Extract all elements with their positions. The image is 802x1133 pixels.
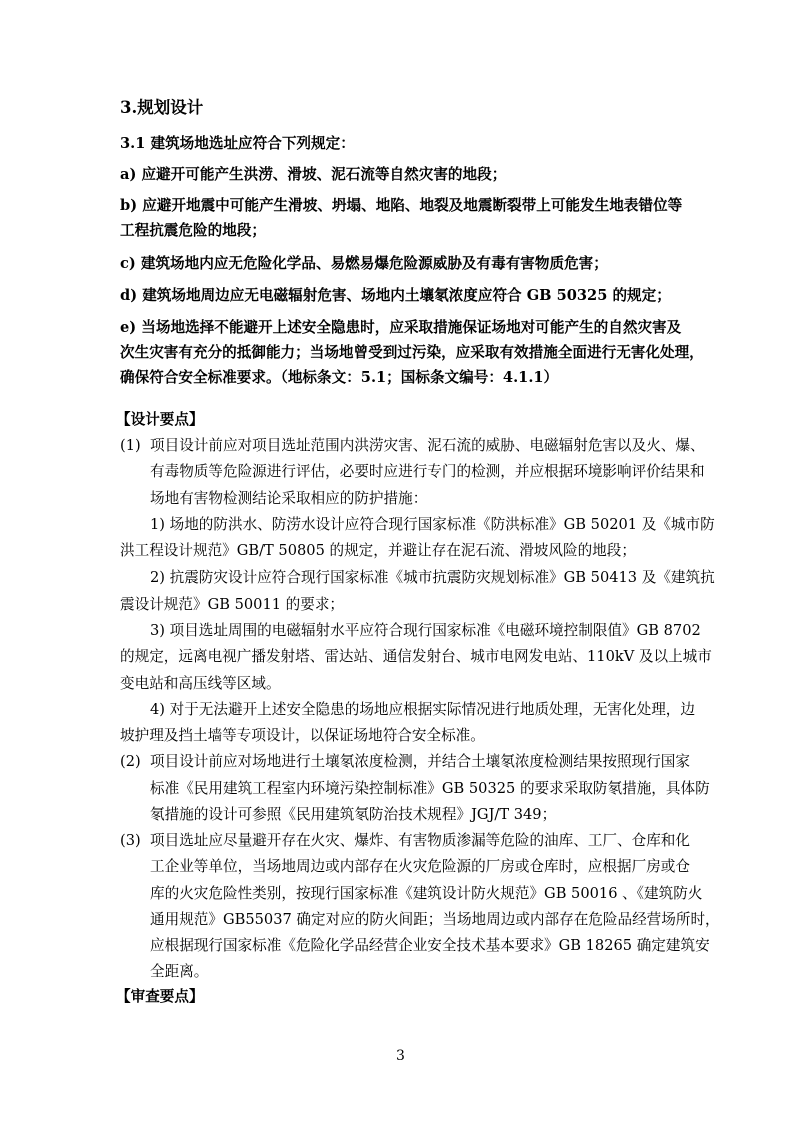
section-heading: 3.规划设计: [120, 98, 204, 117]
design-paragraph-3-cont: 工企业等单位，当场地周边或内部存在火灾危险源的厂房或仓库时，应根据厂房或仓: [150, 858, 690, 875]
paragraph-number: (3): [120, 832, 141, 849]
design-paragraph-3-cont: 全距离。: [150, 963, 209, 980]
design-paragraph-1-cont: 有毒物质等危险源进行评估，必要时应进行专门的检测，并应根据环境影响评价结果和: [150, 463, 705, 480]
design-paragraph-1: 项目设计前应对项目选址范围内洪涝灾害、泥石流的威胁、电磁辐射危害以及火、爆、: [150, 437, 705, 454]
clause-title: 3.1 建筑场地选址应符合下列规定：: [120, 135, 355, 152]
design-paragraph-2: 项目设计前应对场地进行土壤氡浓度检测，并结合土壤氡浓度检测结果按照现行国家: [150, 753, 690, 770]
review-points-heading: 【审查要点】: [116, 988, 204, 1005]
clause-item-e-cont: 次生灾害有充分的抵御能力；当场地曾受到过污染，应采取有效措施全面进行无害化处理，: [120, 344, 704, 361]
paragraph-number: (2): [120, 753, 141, 770]
clause-item-e-cont: 确保符合安全标准要求。（地标条文：5.1；国标条文编号：4.1.1）: [120, 369, 559, 386]
sub-item-3-cont: 的规定，远离电视广播发射塔、雷达站、通信发射台、城市电网发电站、110kV 及以上城市: [120, 648, 712, 665]
page-number: 3: [396, 1048, 405, 1064]
design-paragraph-3-cont: 应根据现行国家标准《危险化学品经营企业安全技术基本要求》GB 18265 确定建筑安: [150, 937, 710, 954]
design-paragraph-2-cont: 标准《民用建筑工程室内环境污染控制标准》GB 50325 的要求采取防氡措施，具体防: [150, 780, 710, 797]
design-paragraph-3-cont: 通用规范》GB55037 确定对应的防火间距；当场地周边或内部存在危险品经营场所时，: [150, 911, 720, 928]
paragraph-number: (1): [120, 437, 141, 454]
clause-item-e: e) 当场地选择不能避开上述安全隐患时，应采取措施保证场地对可能产生的自然灾害及: [120, 319, 682, 336]
sub-item-3: 3) 项目选址周围的电磁辐射水平应符合现行国家标准《电磁环境控制限值》GB 8702: [150, 622, 701, 639]
sub-item-3-cont: 变电站和高压线等区域。: [120, 675, 281, 692]
design-paragraph-3-cont: 库的火灾危险性类别，按现行国家标准《建筑设计防火规范》GB 50016 、《建筑防火: [150, 885, 703, 902]
clause-item-b-cont: 工程抗震危险的地段；: [120, 222, 266, 239]
sub-item-2: 2) 抗震防灾设计应符合现行国家标准《城市抗震防灾规划标准》GB 50413 及《建筑抗: [150, 569, 715, 586]
sub-item-4: 4) 对于无法避开上述安全隐患的场地应根据实际情况进行地质处理，无害化处理，边: [150, 701, 695, 718]
design-paragraph-3: 项目选址应尽量避开存在火灾、爆炸、有害物质渗漏等危险的油库、工厂、仓库和化: [150, 832, 690, 849]
sub-item-1: 1) 场地的防洪水、防涝水设计应符合现行国家标准《防洪标准》GB 50201 及《城市防: [150, 516, 715, 533]
clause-item-a: a) 应避开可能产生洪涝、滑坡、泥石流等自然灾害的地段；: [120, 166, 507, 183]
clause-item-c: c) 建筑场地内应无危险化学品、易燃易爆危险源威胁及有毒有害物质危害；: [120, 255, 608, 272]
design-paragraph-1-cont: 场地有害物检测结论采取相应的防护措施：: [150, 490, 428, 507]
sub-item-4-cont: 坡护理及挡土墙等专项设计，以保证场地符合安全标准。: [120, 727, 485, 744]
design-points-heading: 【设计要点】: [116, 411, 204, 428]
sub-item-2-cont: 震设计规范》GB 50011 的要求；: [120, 596, 345, 613]
clause-item-d: d) 建筑场地周边应无电磁辐射危害、场地内土壤氡浓度应符合 GB 50325 的规定；: [120, 287, 671, 304]
design-paragraph-2-cont: 氡措施的设计可参照《民用建筑氡防治技术规程》JGJ/T 349；: [150, 806, 557, 823]
sub-item-1-cont: 洪工程设计规范》GB/T 50805 的规定，并避让存在泥石流、滑坡风险的地段；: [120, 542, 636, 559]
clause-item-b: b) 应避开地震中可能产生滑坡、坍塌、地陷、地裂及地震断裂带上可能发生地表错位等: [120, 197, 683, 214]
